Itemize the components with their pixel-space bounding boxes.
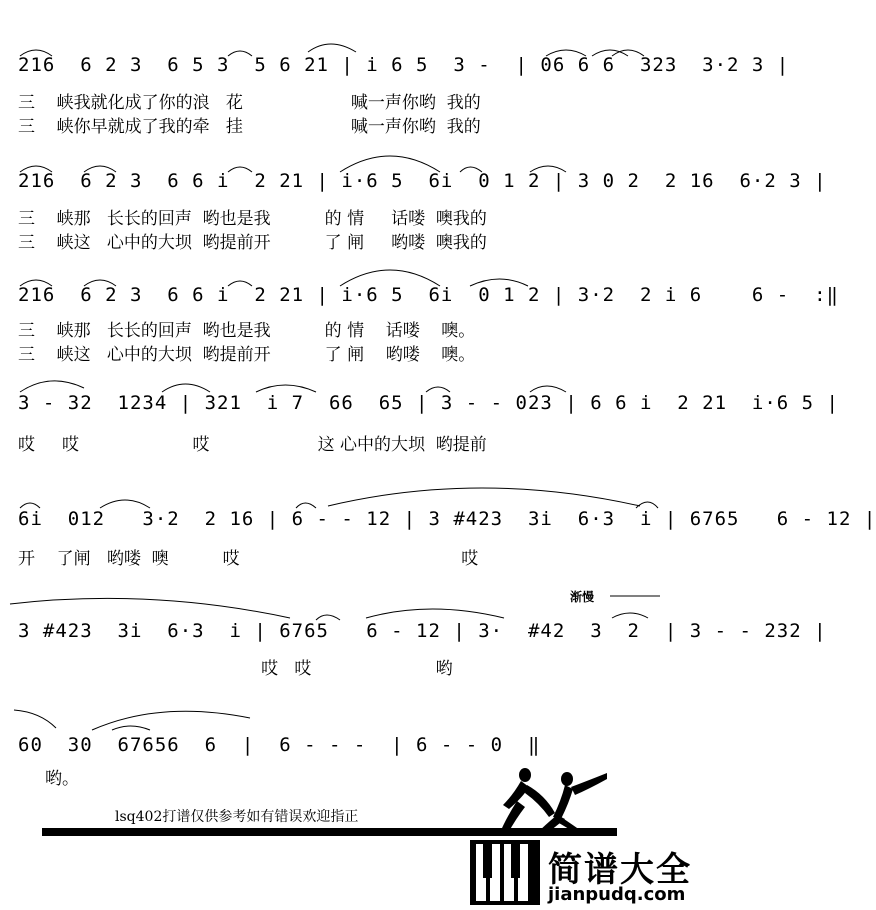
lyric-verse-1: 三 峡那 长长的回声 哟也是我 的 情 话喽 噢。 [18,321,476,341]
notation-line: 60 30 67656 6 | 6 - - - | 6 - - 0 ‖ [18,734,541,756]
lyric-verse-1: 三 峡我就化成了你的浪 花 喊一声你哟 我的 [18,93,481,113]
lyric-line: 哎 哎 哎 这 心中的大坝 哟提前 [18,435,487,455]
transcriber-credit: lsq402打谱仅供参考如有错误欢迎指正 [115,809,359,825]
footer-divider [42,828,617,836]
lyric-verse-2: 三 峡这 心中的大坝 哟提前开 了 闸 哟喽 噢我的 [18,233,487,253]
lyric-verse-2: 三 峡这 心中的大坝 哟提前开 了 闸 哟喽 噢。 [18,345,476,365]
notation-line: 216 6 2 3 6 6 i 2 21 | i·6 5 6i 0 1 2 | 3 0 2 2 16 6·2 3 | [18,170,827,192]
notation-line: 216 6 2 3 6 5 3 5 6 21 | i 6 5 3 - | 06 6 6 323 3·2 3 | [18,54,790,76]
lyric-verse-1: 三 峡那 长长的回声 哟也是我 的 情 话喽 噢我的 [18,209,487,229]
notation-line: 3 #423 3i 6·3 i | 6765 6 - 12 | 3· #42 3 2 | 3 - - 232 | [18,620,827,642]
dancers-illustration [495,765,610,837]
piano-keys-icon [470,840,540,905]
lyric-verse-2: 三 峡你早就成了我的牵 挂 喊一声你哟 我的 [18,117,481,137]
lyric-line: 开 了闸 哟喽 噢 哎 哎 [18,549,479,569]
notation-line: 3 - 32 1234 | 321 i 7 66 65 | 3 - - 023 | 6 6 i 2 21 i·6 5 | [18,392,839,414]
notation-line: 6i 012 3·2 2 16 | 6 - - 12 | 3 #423 3i 6·3 i | 6765 6 - 12 | [18,508,876,530]
notation-line: 216 6 2 3 6 6 i 2 21 | i·6 5 6i 0 1 2 | 3·2 2 i 6 6 - :‖ [18,284,839,306]
lyric-line: 哟。 [18,769,80,789]
lyric-line: 哎 哎 哟 [18,659,453,679]
tempo-marking: 渐慢 [570,590,595,604]
site-url: jianpudq.com [548,884,686,905]
site-name: 简谱大全 [548,850,692,890]
